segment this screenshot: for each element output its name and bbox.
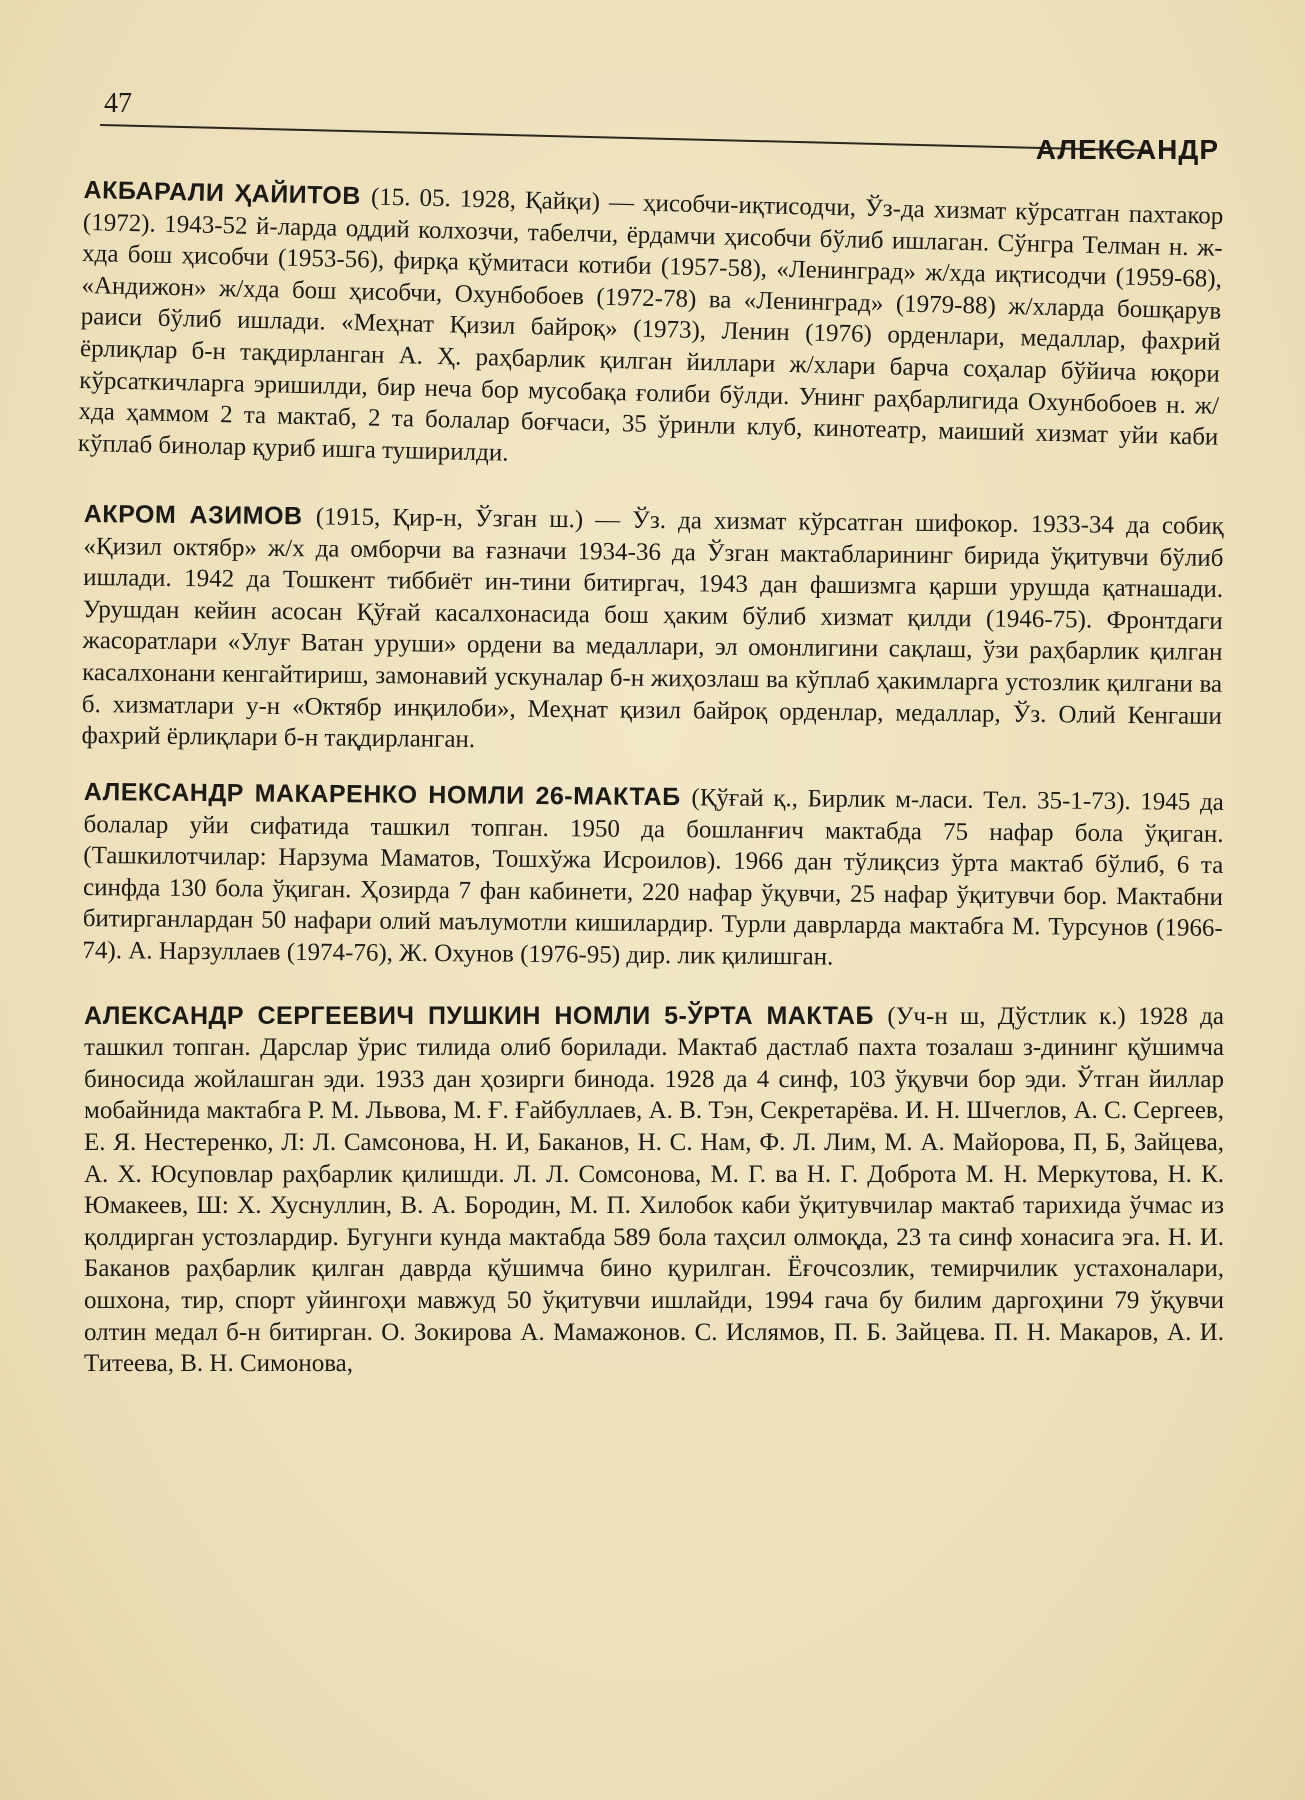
entry-akbarali-hayitov [78,175,1224,485]
entry-body: (Қўғай қ., Бирлик м-ласи. Тел. 35-1-73). 1945 да болалар уйи сифатида ташкил топган. 1950 да бошланғич мактабда 75 нафар бола ўқиган. (Ташкилотчилар: Нарзума Маматов, Тошхўжа Исроилов). 1966 дан тўлиқсиз ўрта мактаб бўлиб, 6 та синфда 130 бола ўқиган. Ҳозирда 7 фан кабинети, 220 нафар ўқувчи, 25 нафар ўқитувчи бор. Мактабни битирганлардан 50 нафари олий маълумотли кишилардир. Турли даврларда мактабга М. Турсунов (1966-74). А. Нарзуллаев (1974-76), Ж. Охунов (1976-95) дир. лик қилишган. [82,784,1224,971]
entry-body: (15. 05. 1928, Қайқи) — ҳисобчи-иқтисодчи, Ўз-да хизмат кўрсатган пахтакор (1972). 1943-52 й-ларда оддий колхозчи, табелчи, ёрдамчи ҳисобчи бўлиб ишлаган. Сўнгра Телман н. ж-хда бош ҳисобчи (1953-56), фирқа қўмитаси котиби (1957-58), «Ленинград» ж/хда иқтисодчи (1959-68), «Андижон» ж/хда бош ҳисобчи, Охунбобоев (1972-78) ва «Ленинград» (1979-88) ж/хларда бошқарув раиси бўлиб ишлади. «Меҳнат Қизил байроқ» (1973), Ленин (1976) орденлари, медаллар, фахрий ёрлиқлар б-н тақдирланган А. Ҳ. раҳбарлик қилган йиллари ж/хлари барча соҳалар бўйича юқори кўрсаткичларга эришилди, бир неча бор мусобақа ғолиби бўлди. Унинг раҳбарлигида Охунбобоев н. ж/хда ҳаммом 2 та мактаб, 2 та болалар боғчаси, 35 ўринли клуб, кинотеатр, маиший хизмат уйи каби кўплаб бинолар қуриб ишга туширилди. [77,183,1224,467]
entry-heading: АЛЕКСАНДР МАКАРЕНКО НОМЛИ 26-МАКТАБ [83,778,692,812]
entry-heading: АЛЕКСАНДР СЕРГЕЕВИЧ ПУШКИН НОМЛИ 5-ЎРТА МАКТАБ [84,1001,888,1030]
entry-heading: АКБАРАЛИ ҲАЙИТОВ [83,175,372,211]
entry-heading: АКРОМ АЗИМОВ [83,500,316,531]
entry-akrom-azimov [81,499,1224,764]
entry-body: (1915, Қир-н, Ўзган ш.) — Ўз. да хизмат кўрсатган шифокор. 1933-34 да собиқ «Қизил октябр» ж/х да омборчи ва ғазначи 1934-36 да Ўзган мактабларининг бирида ўқитувчи бўлиб ишлади. 1942 да Тошкент тиббиёт ин-тини битиргач, 1943 дан фашизмга қарши урушда қатнашади. Урушдан кейин асосан Қўғай касалхонасида бош ҳаким бўлиб хизмат қилди (1946-75). Фронтдаги жасоратлари «Улуғ Ватан уруши» ордени ва медаллари, эл омонлигини сақлаш, ўзи раҳбарлик қилган касалхонани кенгайтириш, замонавий ускуналар б-н жиҳозлаш ва кўплаб ҳакимларга устозлик қилгани ва б. хизматлари у-н «Октябр инқилоби», Меҳнат қизил байроқ орденлар, медаллар, Ўз. Олий Кенгаши фахрий ёрлиқлари б-н тақдирланган. [81,503,1224,754]
entry-pushkin-school [84,1001,1224,1380]
page-number: 47 [104,88,132,119]
running-head: АЛЕКСАНДР [1035,134,1219,165]
entry-makarenko-school [82,777,1224,977]
header-rule [100,124,1150,152]
entries-column [77,150,1224,1405]
entry-body: (Уч-н ш, Дўстлик к.) 1928 да ташкил топган. Дарслар ўрис тилида олиб борилади. Мактаб дастлаб пахта тозалаш з-дининг қўшимча биносида жойлашган эди. 1933 дан ҳозирги бинода. 1928 да 4 синф, 103 ўқувчи бор эди. Ўтган йиллар мобайнида мактабга Р. М. Львова, М. Ғ. Ғайбуллаев, А. В. Тэн, Секретарёва. И. Н. Шчеглов, А. С. Сергеев, Е. Я. Нестеренко, Л: Л. Самсонова, Н. И, Баканов, Н. С. Нам, Ф. Л. Лим, М. А. Майорова, П, Б, Зайцева, А. Х. Юсуповлар раҳбарлик қилишди. Л. Л. Сомсонова, М. Г. ва Н. Г. Доброта М. Н. Меркутова, Н. К. Юмакеев, Ш: Х. Хуснуллин, В. А. Бородин, М. П. Хилобок каби ўқитувчилар мактаб тарихида ўчмас из қолдирган устозлардир. Бугунги кунда мактабда 589 бола таҳсил олмоқда, 23 та синф хонасига эга. Н. И. Баканов раҳбарлик қилган даврда қўшимча бино қурилган. Ёғочсозлик, темирчилик устахоналари, ошхона, тир, спорт уйингоҳи мавжуд 50 ўқитувчи ишлайди, 1994 гача бу билим даргоҳини 79 ўқувчи олтин медал б-н битирган. О. Зокирова А. Мамажонов. С. Ислямов, П. Б. Зайцева. П. Н. Макаров, А. И. Титеева, В. Н. Симонова, [84,1002,1224,1378]
